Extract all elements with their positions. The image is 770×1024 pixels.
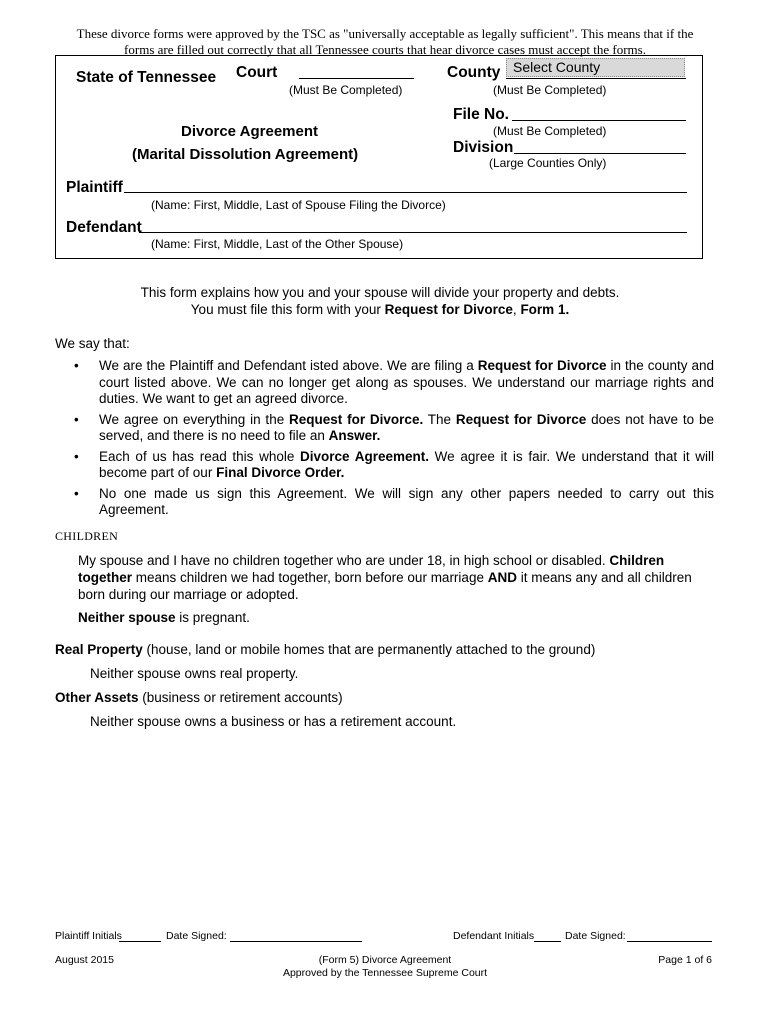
defendant-field[interactable]	[139, 232, 687, 233]
form-title: Divorce Agreement	[181, 123, 318, 140]
plaintiff-date-field[interactable]	[230, 941, 362, 942]
intro-line-2: You must file this form with your Request for Divorce, Form 1.	[190, 302, 570, 317]
list-item: • No one made us sign this Agreement. We will sign any other papers needed to carry out this Agreement.	[74, 485, 714, 517]
court-label: Court	[236, 64, 278, 81]
bullet-icon: •	[74, 358, 79, 373]
intro-line-1: This form explains how you and your spouse will divide your property and debts.	[140, 285, 620, 300]
file-no-note: (Must Be Completed)	[493, 124, 607, 138]
court-field[interactable]	[299, 78, 414, 79]
notice	[40, 26, 730, 58]
other-assets-text: Neither spouse owns a business or has a retirement account.	[90, 714, 457, 729]
page-number: Page 1 of 6	[658, 954, 712, 966]
file-no-field[interactable]	[512, 120, 686, 121]
division-field[interactable]	[514, 153, 686, 154]
case-header-box	[55, 55, 703, 259]
plaintiff-date-label: Date Signed:	[166, 930, 227, 942]
bullet-icon: •	[74, 485, 79, 501]
plaintiff-note: (Name: First, Middle, Last of Spouse Filing the Divorce)	[151, 198, 446, 212]
form-name: (Form 5) Divorce Agreement	[318, 954, 452, 966]
bullet-icon: •	[74, 448, 79, 464]
real-property-text: Neither spouse owns real property.	[90, 666, 299, 681]
list-item: • We agree on everything in the Request for Divorce. The Request for Divorce does not have to be served, and there is no need to file an Answer.	[74, 411, 714, 443]
children-paragraph: My spouse and I have no children together who are under 18, in high school or disabled. Children together means children we had together, born before our marriage AND it means any and all children born during our marriage or adopted.	[78, 553, 692, 602]
division-note: (Large Counties Only)	[489, 156, 607, 170]
division-label: Division	[453, 139, 514, 156]
defendant-initials-field[interactable]	[534, 941, 561, 942]
county-label: County	[447, 64, 501, 81]
list-item: • We are the Plaintiff and Defendant isted above. We are filing a Request for Divorce in the county and court listed above. We can no longer get along as spouses. We understand our marriage rights and duties. We want to get an agreed divorce.	[74, 358, 714, 406]
county-field-line	[506, 78, 686, 79]
plaintiff-field[interactable]	[124, 192, 687, 193]
bullet-icon: •	[74, 411, 79, 427]
pregnancy-statement: Neither spouse is pregnant.	[78, 610, 250, 625]
agreement-list	[74, 358, 714, 523]
defendant-note: (Name: First, Middle, Last of the Other Spouse)	[151, 237, 404, 251]
defendant-initials-label: Defendant Initials	[453, 930, 535, 942]
plaintiff-label: Plaintiff	[66, 179, 123, 196]
notice-line-1: These divorce forms were approved by the TSC as "universally acceptable as legally sufficient". This means that if the	[76, 26, 694, 41]
notice-line-2: forms are filled out correctly that all Tennessee courts that hear divorce cases must accept the forms.	[124, 42, 646, 57]
file-no-label: File No.	[453, 106, 509, 123]
children-heading: CHILDREN	[55, 529, 119, 543]
county-select[interactable]: Select County	[506, 58, 685, 77]
form-subtitle: (Marital Dissolution Agreement)	[132, 146, 359, 163]
plaintiff-initials-label: Plaintiff Initials	[55, 930, 122, 942]
approval-line: Approved by the Tennessee Supreme Court	[282, 967, 488, 979]
defendant-date-label: Date Signed:	[565, 930, 626, 942]
other-assets-heading: Other Assets (business or retirement accounts)	[55, 690, 343, 705]
plaintiff-initials-field[interactable]	[119, 941, 161, 942]
defendant-date-field[interactable]	[627, 941, 712, 942]
we-say-that: We say that:	[55, 336, 130, 351]
county-note: (Must Be Completed)	[493, 83, 607, 97]
real-property-heading: Real Property (house, land or mobile homes that are permanently attached to the ground)	[55, 642, 596, 657]
list-item: • Each of us has read this whole Divorce Agreement. We agree it is fair. We understand that it will become part of our Final Divorce Order.	[74, 448, 715, 480]
defendant-label: Defendant	[66, 219, 142, 236]
revision-date: August 2015	[55, 954, 114, 966]
state-label: State of Tennessee	[76, 69, 217, 86]
court-note: (Must Be Completed)	[289, 83, 403, 97]
